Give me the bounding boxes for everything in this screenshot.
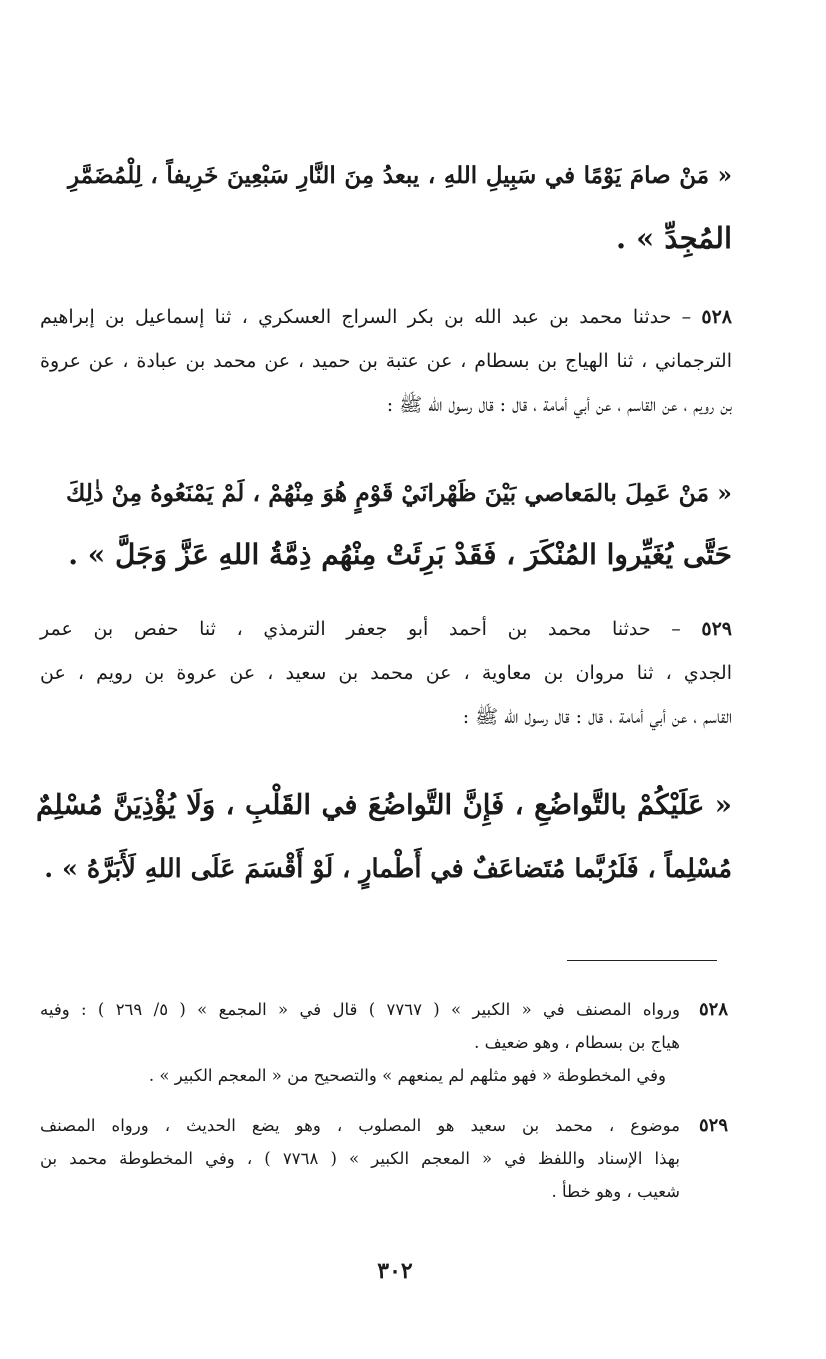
footnote-528 (40, 993, 728, 1092)
footnote-529 (40, 1109, 728, 1208)
hadith-number: ٥٢٨ (701, 306, 732, 328)
matn-line: « مَنْ صامَ يَوْمًا في سَبِيلِ اللهِ ، يبعدُ مِنَ النَّارِ سَبْعِينَ خَرِيفاً ، لِلْمُضَمَّرِ (68, 162, 732, 189)
footnote-number: ٥٢٩ (698, 1115, 728, 1136)
footnote-line: موضوع ، محمد بن سعيد هو المصلوب ، وهو يضع الحديث ، ورواه المصنف (40, 1116, 680, 1135)
matn-line: المُجِدِّ » . (615, 221, 732, 255)
isnad-line: بن رويم ، عن القاسم ، عن أبي أمامة ، قال : قال رسول الله ﷺ : (386, 394, 732, 416)
page-number: ٣٠٢ (377, 1258, 413, 1284)
matn-line: حَتَّى يُغَيِّروا المُنْكَرَ ، فَقَدْ بَرِئَتْ مِنْهُم ذِمَّةُ اللهِ عَزَّ وَجَلَّ » . (68, 538, 732, 571)
footnote-number: ٥٢٨ (698, 999, 728, 1020)
footnote-line: شعيب ، وهو خطأ . (551, 1182, 680, 1201)
hadith-number: ٥٢٩ (701, 618, 732, 640)
footnote-line: وفي المخطوطة « فهو مثلهم لم يمنعهم » والتصحيح من « المعجم الكبير » . (148, 1066, 666, 1085)
hadith-528-isnad (40, 295, 732, 427)
matn-line: « مَنْ عَمِلَ بالمَعاصي بَيْنَ ظَهْرانَيْ قَوْمٍ هُوَ مِنْهُمْ ، لَمْ يَمْنَعُوهُ مِنْ ذٰلِكَ (66, 479, 732, 507)
matn-line: مُسْلِماً ، فَلَرُبَّما مُتَضاعَفٌ في أَطْمارٍ ، لَوْ أَقْسَمَ عَلَى اللهِ لَأَبَرَّهُ » . (44, 854, 732, 884)
isnad-line: القاسم ، عن أبي أمامة ، قال : قال رسول الله ﷺ : (462, 706, 732, 728)
matn-line: « عَلَيْكُمْ بالتَّواضُعِ ، فَإِنَّ التَّواضُعَ في القَلْبِ ، وَلَا يُؤْذِيَنَّ مُسْلِمٌ (36, 789, 732, 821)
isnad-line: الجدي ، ثنا مروان بن معاوية ، عن محمد بن سعيد ، عن عروة بن رويم ، عن (40, 662, 732, 684)
hadith-529-isnad (40, 607, 732, 739)
footnote-separator (567, 960, 717, 961)
footnote-line: بهذا الإسناد واللفظ في « المعجم الكبير » ( ٧٧٦٨ ) ، وفي المخطوطة محمد بن (40, 1149, 680, 1168)
isnad-line: – حدثنا محمد بن أحمد أبو جعفر الترمذي ، ثنا حفص بن عمر (40, 618, 681, 640)
footnote-line: ورواه المصنف في « الكبير » ( ٧٧٦٧ ) قال في « المجمع » ( ٥/ ٢٦٩ ) : وفيه (40, 1000, 680, 1019)
isnad-line: الترجماني ، ثنا الهياج بن بسطام ، عن عتبة بن حميد ، عن محمد بن عبادة ، عن عروة (40, 350, 732, 372)
isnad-line: – حدثنا محمد بن عبد الله بن بكر السراج العسكري ، ثنا إسماعيل بن إبراهيم (40, 306, 692, 328)
hadith-527-matn (68, 145, 732, 269)
footnote-line: هياج بن بسطام ، وهو ضعيف . (474, 1033, 680, 1052)
hadith-528-matn (66, 462, 732, 586)
hadith-529-matn (36, 773, 732, 901)
